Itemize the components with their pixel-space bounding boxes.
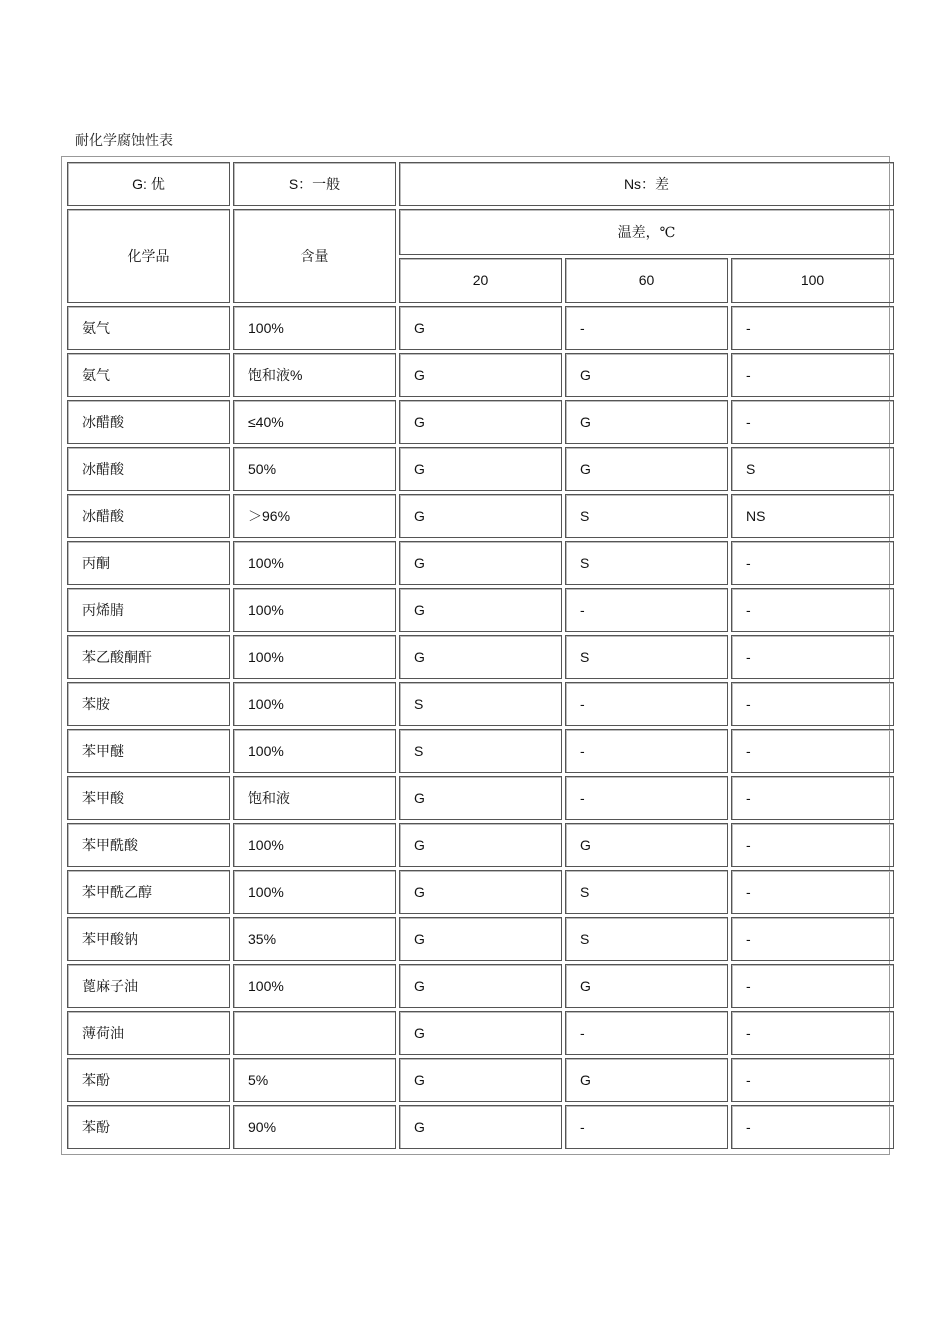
table-row	[67, 729, 894, 773]
cell-temp-60: -	[565, 776, 728, 820]
legend-row	[67, 162, 894, 206]
table-row	[67, 1011, 894, 1055]
cell-temp-100: -	[731, 776, 894, 820]
table-row	[67, 870, 894, 914]
cell-chemical: 苯酚	[67, 1105, 230, 1149]
cell-temp-60: S	[565, 541, 728, 585]
header-temp-20: 20	[399, 258, 562, 304]
cell-temp-100: -	[731, 588, 894, 632]
table-row	[67, 400, 894, 444]
cell-temp-20: S	[399, 729, 562, 773]
cell-chemical: 苯胺	[67, 682, 230, 726]
table-row	[67, 1105, 894, 1149]
cell-temp-100: -	[731, 306, 894, 350]
cell-chemical: 苯甲酰乙醇	[67, 870, 230, 914]
cell-temp-100: S	[731, 447, 894, 491]
cell-temp-60: -	[565, 1105, 728, 1149]
cell-content: 100%	[233, 823, 396, 867]
cell-content: 100%	[233, 870, 396, 914]
cell-content: 35%	[233, 917, 396, 961]
cell-temp-100: -	[731, 541, 894, 585]
header-temp-60: 60	[565, 258, 728, 304]
legend-fair: S：一般	[233, 162, 396, 206]
cell-chemical: 蓖麻子油	[67, 964, 230, 1008]
cell-temp-60: -	[565, 1011, 728, 1055]
cell-chemical: 冰醋酸	[67, 400, 230, 444]
cell-temp-100: -	[731, 400, 894, 444]
cell-chemical: 薄荷油	[67, 1011, 230, 1055]
cell-temp-20: G	[399, 1011, 562, 1055]
cell-content: 50%	[233, 447, 396, 491]
cell-content: 100%	[233, 588, 396, 632]
cell-temp-60: -	[565, 588, 728, 632]
cell-content	[233, 1011, 396, 1055]
cell-temp-100: -	[731, 729, 894, 773]
cell-temp-100: -	[731, 917, 894, 961]
cell-temp-100: -	[731, 964, 894, 1008]
cell-temp-60: S	[565, 494, 728, 538]
cell-temp-100: -	[731, 1105, 894, 1149]
cell-content: ≤40%	[233, 400, 396, 444]
legend-good: G: 优	[67, 162, 230, 206]
cell-chemical: 苯乙酸酮酐	[67, 635, 230, 679]
cell-temp-60: G	[565, 400, 728, 444]
cell-content: 饱和液	[233, 776, 396, 820]
chemical-resistance-table-container	[61, 156, 890, 1155]
cell-temp-20: G	[399, 494, 562, 538]
header-content: 含量	[233, 209, 396, 303]
legend-poor: Ns：差	[399, 162, 894, 206]
cell-chemical: 苯甲醚	[67, 729, 230, 773]
cell-content: 饱和液%	[233, 353, 396, 397]
cell-content: 100%	[233, 306, 396, 350]
cell-temp-100: -	[731, 823, 894, 867]
cell-content: 100%	[233, 541, 396, 585]
table-row	[67, 682, 894, 726]
cell-content: 5%	[233, 1058, 396, 1102]
cell-temp-60: G	[565, 447, 728, 491]
cell-temp-100: -	[731, 635, 894, 679]
cell-temp-20: G	[399, 823, 562, 867]
cell-temp-60: S	[565, 870, 728, 914]
cell-temp-100: -	[731, 682, 894, 726]
cell-temp-20: G	[399, 964, 562, 1008]
table-row	[67, 635, 894, 679]
cell-chemical: 苯甲酸	[67, 776, 230, 820]
cell-chemical: 苯甲酸钠	[67, 917, 230, 961]
cell-temp-20: G	[399, 306, 562, 350]
page-title: 耐化学腐蚀性表	[75, 133, 173, 149]
cell-temp-60: -	[565, 682, 728, 726]
cell-temp-60: S	[565, 635, 728, 679]
cell-chemical: 冰醋酸	[67, 447, 230, 491]
table-row	[67, 1058, 894, 1102]
table-row	[67, 494, 894, 538]
cell-content: ＞96%	[233, 494, 396, 538]
cell-temp-100: -	[731, 353, 894, 397]
cell-temp-20: G	[399, 1058, 562, 1102]
chemical-resistance-table	[64, 159, 897, 1152]
cell-chemical: 氨气	[67, 353, 230, 397]
cell-chemical: 苯甲酰酸	[67, 823, 230, 867]
cell-chemical: 丙烯腈	[67, 588, 230, 632]
header-chemical: 化学品	[67, 209, 230, 303]
table-row	[67, 306, 894, 350]
table-row	[67, 776, 894, 820]
cell-chemical: 氨气	[67, 306, 230, 350]
cell-temp-20: G	[399, 447, 562, 491]
cell-content: 100%	[233, 635, 396, 679]
cell-temp-100: NS	[731, 494, 894, 538]
cell-temp-20: G	[399, 588, 562, 632]
cell-temp-20: G	[399, 776, 562, 820]
table-row	[67, 917, 894, 961]
cell-content: 100%	[233, 682, 396, 726]
cell-temp-60: S	[565, 917, 728, 961]
cell-content: 100%	[233, 729, 396, 773]
cell-temp-20: G	[399, 917, 562, 961]
cell-temp-60: G	[565, 353, 728, 397]
table-row	[67, 447, 894, 491]
cell-chemical: 苯酚	[67, 1058, 230, 1102]
table-row	[67, 353, 894, 397]
header-temp-diff: 温差，℃	[399, 209, 894, 255]
cell-temp-60: -	[565, 306, 728, 350]
cell-temp-60: G	[565, 1058, 728, 1102]
cell-temp-20: G	[399, 1105, 562, 1149]
cell-temp-100: -	[731, 870, 894, 914]
cell-temp-100: -	[731, 1058, 894, 1102]
header-temp-100: 100	[731, 258, 894, 304]
cell-temp-60: G	[565, 964, 728, 1008]
cell-content: 100%	[233, 964, 396, 1008]
table-row	[67, 541, 894, 585]
cell-temp-20: S	[399, 682, 562, 726]
cell-temp-20: G	[399, 635, 562, 679]
table-row	[67, 964, 894, 1008]
cell-temp-60: -	[565, 729, 728, 773]
cell-temp-100: -	[731, 1011, 894, 1055]
cell-temp-20: G	[399, 870, 562, 914]
cell-temp-20: G	[399, 353, 562, 397]
cell-content: 90%	[233, 1105, 396, 1149]
cell-chemical: 冰醋酸	[67, 494, 230, 538]
table-row	[67, 588, 894, 632]
header-row	[67, 209, 894, 255]
cell-temp-60: G	[565, 823, 728, 867]
cell-temp-20: G	[399, 400, 562, 444]
cell-temp-20: G	[399, 541, 562, 585]
table-row	[67, 823, 894, 867]
cell-chemical: 丙酮	[67, 541, 230, 585]
